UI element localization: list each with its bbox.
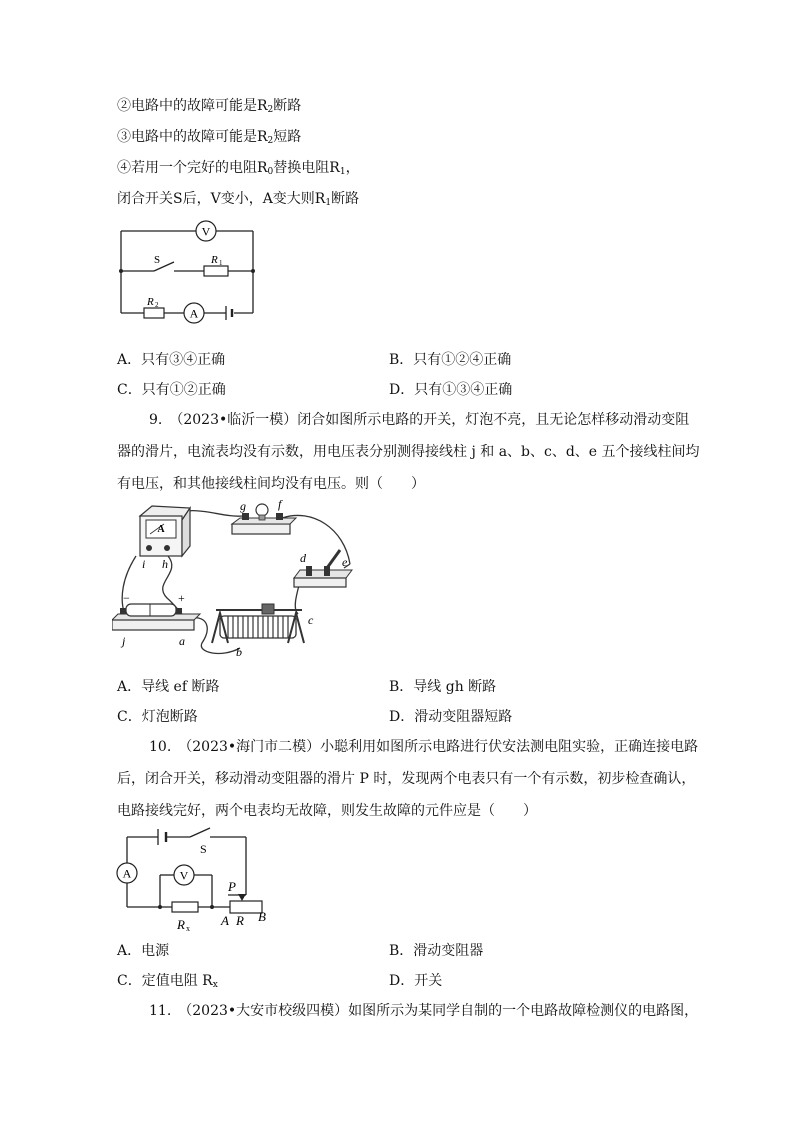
circuit-diagram-q8 [110, 215, 270, 330]
svg-text:+: + [178, 591, 185, 605]
svg-text:f: f [278, 498, 282, 511]
resistor-r2-icon [144, 308, 164, 318]
q10-option-c[interactable]: C．定值电阻 $R_x$ [117, 973, 218, 990]
svg-text:b: b [236, 645, 242, 659]
circuit-photo-q9 [112, 498, 362, 668]
svg-text:i: i [142, 557, 146, 571]
battery-icon [112, 604, 200, 630]
svg-text:B: B [258, 909, 266, 924]
svg-text:R: R [236, 913, 244, 928]
svg-text:d: d [300, 551, 306, 565]
svg-text:2: 2 [155, 301, 159, 309]
svg-text:−: − [123, 591, 130, 605]
q9-option-b[interactable]: B．导线 gh 断路 [389, 679, 497, 695]
resistor-r1-icon [204, 266, 228, 276]
q10-option-b[interactable]: B．滑动变阻器 [389, 943, 484, 959]
battery-icon [158, 829, 166, 845]
q8-option-d[interactable]: D．只有①③④正确 [389, 382, 513, 398]
q9-option-d[interactable]: D．滑动变阻器短路 [389, 709, 513, 725]
q9-stem-line3: 有电压，和其他接线柱间均没有电压。则（ ） [117, 476, 425, 492]
q10-option-d[interactable]: D．开关 [389, 973, 443, 989]
q10-option-a[interactable]: A．电源 [117, 943, 170, 959]
q11-stem-line1: 11. （2023•大安市校级四模）如图所示为某同学自制的一个电路故障检测仪的电路图， [149, 1003, 699, 1019]
svg-text:e: e [342, 555, 348, 569]
statement-4-continued: 闭合开关S后，V变小，A变大则$R_1$断路 [117, 191, 360, 208]
svg-text:A: A [122, 866, 132, 881]
q9-option-c[interactable]: C．灯泡断路 [117, 709, 198, 725]
statement-4: ④若用一个完好的电阻$R_0$替换电阻$R_1$， [117, 160, 360, 177]
q10-stem-line3: 电路接线完好，两个电表均无故障，则发生故障的元件应是（ ） [117, 803, 537, 819]
svg-text:j: j [122, 634, 126, 648]
q9-stem-line1: 9. （2023•临沂一模）闭合如图所示电路的开关，灯泡不亮，且无论怎样移动滑动变阻 [149, 412, 690, 428]
svg-text:c: c [308, 613, 314, 627]
svg-text:A: A [157, 524, 165, 535]
svg-text:R: R [177, 917, 185, 932]
q8-option-a[interactable]: A．只有③④正确 [117, 352, 226, 368]
q10-stem-line2: 后，闭合开关，移动滑动变阻器的滑片 P 时，发现两个电表只有一个有示数，初步检查确认， [117, 771, 696, 787]
statement-2: ②电路中的故障可能是$R_2$断路 [117, 98, 302, 115]
svg-text:R: R [211, 254, 218, 266]
svg-text:1: 1 [219, 259, 223, 267]
rheostat-icon [212, 604, 304, 643]
svg-text:R: R [147, 296, 154, 308]
q9-option-a[interactable]: A．导线 ef 断路 [117, 679, 220, 695]
svg-text:x: x [186, 924, 190, 933]
svg-text:V: V [201, 224, 211, 239]
battery-icon [226, 306, 232, 320]
q10-stem-line1: 10. （2023•海门市二模）小聪利用如图所示电路进行伏安法测电阻实验，正确连接电路 [149, 739, 699, 755]
svg-text:A: A [221, 913, 229, 928]
circuit-diagram-q10 [110, 825, 280, 933]
svg-text:a: a [179, 634, 185, 648]
q8-option-b[interactable]: B．只有①②④正确 [389, 352, 512, 368]
svg-text:S: S [200, 842, 207, 856]
ammeter-icon [140, 506, 190, 556]
svg-text:P: P [228, 879, 236, 894]
statement-3: ③电路中的故障可能是$R_2$短路 [117, 129, 302, 146]
svg-text:h: h [162, 557, 168, 571]
q8-option-c[interactable]: C．只有①②正确 [117, 382, 226, 398]
svg-text:g: g [240, 499, 246, 513]
q9-stem-line2: 器的滑片，电流表均没有示数，用电压表分别测得接线柱 j 和 a、b、c、d、e 五个接线柱间均 [117, 444, 700, 460]
resistor-rx-icon [172, 902, 198, 912]
svg-text:V: V [179, 868, 189, 883]
svg-text:A: A [189, 306, 199, 321]
svg-text:S: S [154, 254, 161, 266]
